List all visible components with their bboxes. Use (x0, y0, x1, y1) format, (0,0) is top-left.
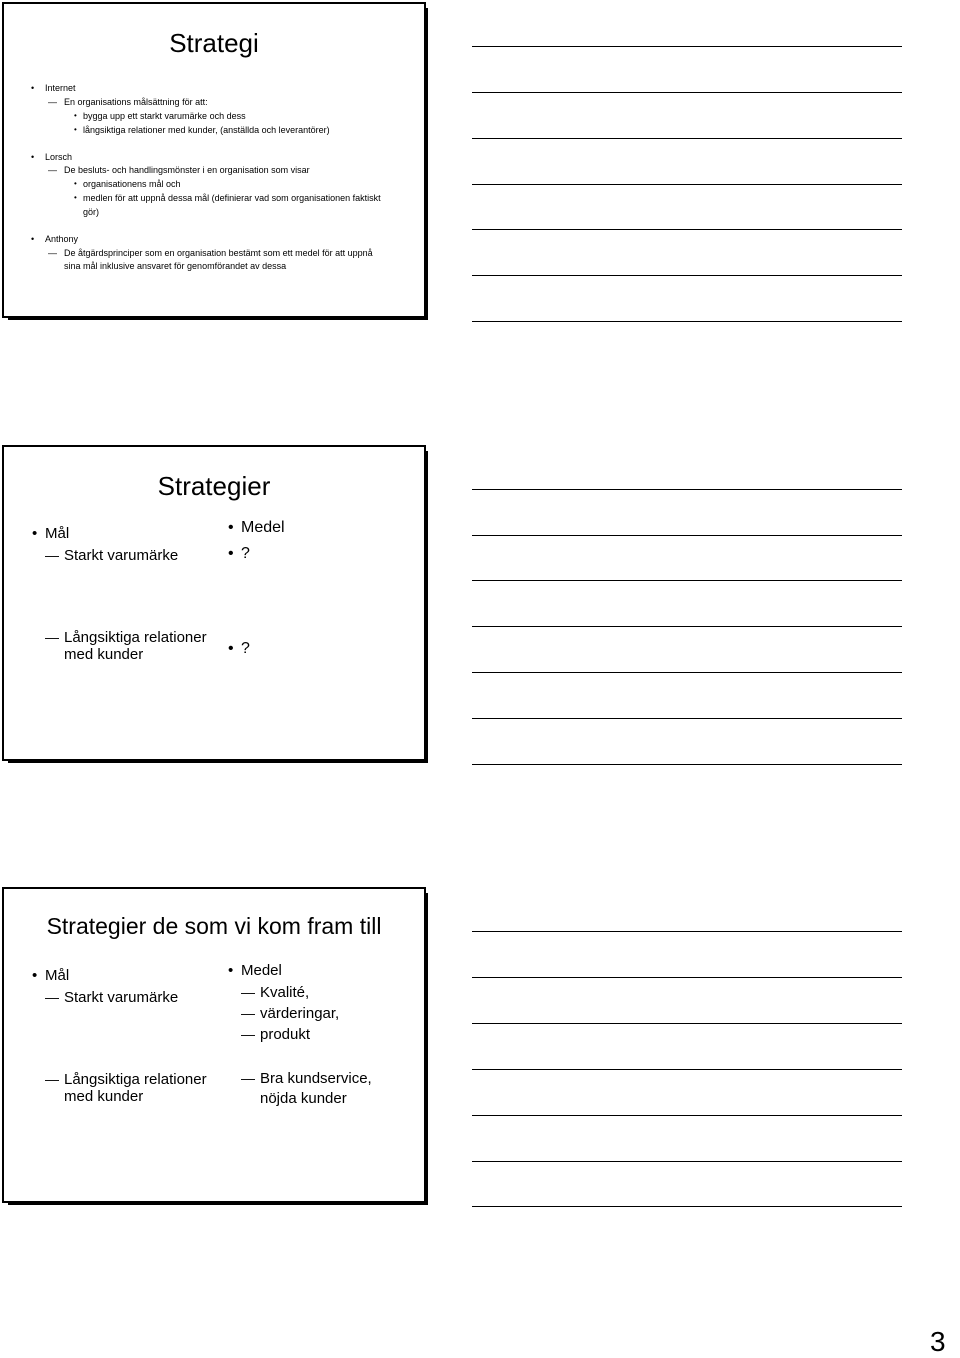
note-line (472, 672, 902, 674)
bullet-item: • Mål (45, 967, 69, 984)
sub-item: — produkt (260, 1026, 310, 1043)
note-line (472, 764, 902, 766)
sub-item: — De besluts- och handlingsmönster i en organisation som visar (64, 163, 310, 177)
sub-sub-item: • långsiktiga relationer med kunder, (anställda och leverantörer) (83, 123, 330, 137)
slide-title: Strategi (169, 28, 259, 58)
sub-item: — Kvalité, (260, 984, 309, 1001)
note-line (472, 1161, 902, 1163)
note-line (472, 229, 902, 231)
sub-item: — Starkt varumärke (64, 547, 178, 564)
slide-title: Strategier de som vi kom fram till (46, 913, 382, 939)
sub-item: — De åtgärdsprinciper som en organisation bestämt som ett medel för att uppnå (64, 246, 373, 260)
note-line (472, 977, 902, 979)
slide-strategier (2, 445, 426, 761)
note-line (472, 138, 902, 140)
note-line (472, 184, 902, 186)
bullet-item: • Medel (241, 518, 285, 537)
note-line (472, 535, 902, 537)
bullet-item: • Lorsch (45, 150, 72, 164)
bullet-item: • ? (241, 544, 250, 563)
note-line (472, 46, 902, 48)
sub-sub-item: • organisationens mål och (83, 177, 181, 191)
sub-item: — Långsiktiga relationer (64, 629, 207, 646)
bullet-item: • Mål (45, 525, 69, 542)
sub-sub-item-cont: gör) (83, 207, 100, 217)
sub-item: — Långsiktiga relationer (64, 1071, 207, 1088)
bullet-item: • Medel (241, 962, 282, 979)
page-number: 3 (930, 1326, 946, 1357)
sub-item: — värderingar, (260, 1005, 339, 1022)
bullet-item: • ? (241, 639, 250, 658)
slide-title: Strategier (157, 471, 271, 501)
sub-item-cont: nöjda kunder (260, 1090, 347, 1107)
sub-sub-item: • medlen för att uppnå dessa mål (definierar vad som organisationen faktiskt (83, 191, 381, 205)
sub-item: — Starkt varumärke (64, 989, 178, 1006)
sub-item: — En organisations målsättning för att: (64, 95, 208, 109)
slide-strategier-de-som-vi-kom-fram-till (2, 887, 426, 1203)
note-line (472, 718, 902, 720)
note-line (472, 489, 902, 491)
note-line (472, 1069, 902, 1071)
note-line (472, 626, 902, 628)
sub-item-cont: med kunder (64, 646, 144, 663)
note-line (472, 92, 902, 94)
note-line (472, 1206, 902, 1208)
bullet-item: • Anthony (45, 232, 78, 246)
slide-strategi (2, 2, 426, 318)
note-line (472, 275, 902, 277)
sub-item-cont: sina mål inklusive ansvaret för genomförandet av dessa (64, 261, 287, 271)
sub-sub-item: • bygga upp ett starkt varumärke och dess (83, 109, 246, 123)
note-line (472, 1023, 902, 1025)
sub-item-cont: med kunder (64, 1088, 144, 1105)
note-line (472, 321, 902, 323)
note-line (472, 580, 902, 582)
bullet-item: • Internet (45, 81, 76, 95)
note-line (472, 931, 902, 933)
sub-item: — Bra kundservice, (260, 1070, 372, 1087)
note-line (472, 1115, 902, 1117)
